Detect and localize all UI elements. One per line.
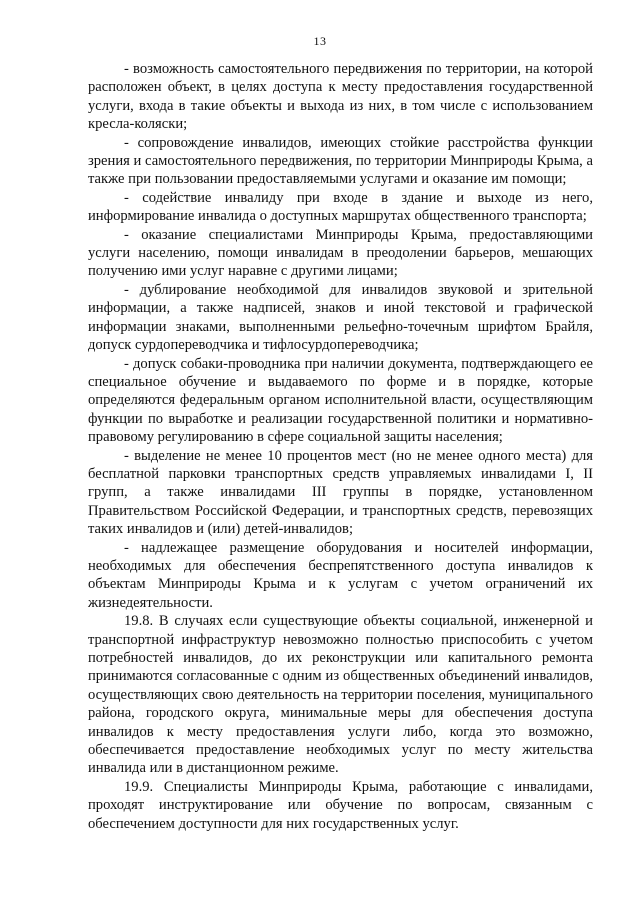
paragraph: - допуск собаки-проводника при наличии документа, подтверждающего ее специальное обучение и выдаваемого по форме и в порядке, которые определяются федеральным органом исполнительной власти, осуществляющим функции по выработке и реализации государственной политики и нормативно-правовому регулированию в сфере социальной защиты населения; (88, 355, 593, 446)
paragraph: - оказание специалистами Минприроды Крыма, предоставляющими услуги населению, помощи инвалидам в преодолении барьеров, мешающих получению ими услуг наравне с другими лицами; (88, 226, 593, 280)
paragraph: - содействие инвалиду при входе в здание и выходе из него, информирование инвалида о доступных маршрутах общественного транспорта; (88, 189, 593, 225)
page-number: 13 (313, 34, 327, 48)
document-body (88, 60, 593, 833)
paragraph: - выделение не менее 10 процентов мест (но не менее одного места) для бесплатной парковки транспортных средств управляемых инвалидами I, II групп, а также инвалидами III группы в порядке, установленном Правительством Российской Федерации, и транспортных средств, перевозящих таких инвалидов и (или) детей-инвалидов; (88, 447, 593, 538)
paragraph: - дублирование необходимой для инвалидов звуковой и зрительной информации, а также надписей, знаков и иной текстовой и графической информации знаками, выполненными рельефно-точечным шрифтом Брайля, допуск сурдопереводчика и тифлосурдопереводчика; (88, 281, 593, 354)
paragraph: 19.9. Специалисты Минприроды Крыма, работающие с инвалидами, проходят инструктирование или обучение по вопросам, связанным с обеспечением доступности для них государственных услуг. (88, 778, 593, 832)
paragraph: - сопровождение инвалидов, имеющих стойкие расстройства функции зрения и самостоятельного передвижения, по территории Минприроды Крыма, а также при пользовании предоставляемыми услугами и оказание им помощи; (88, 134, 593, 188)
paragraph: 19.8. В случаях если существующие объекты социальной, инженерной и транспортной инфраструктур невозможно полностью приспособить с учетом потребностей инвалидов, до их реконструкции или капитального ремонта принимаются согласованные с одним из общественных объединений инвалидов, осуществляющих свою деятельность на территории поселения, муниципального района, городского округа, минимальные меры для обеспечения доступа инвалидов к месту предоставления услуги либо, когда это возможно, обеспечивается предоставление необходимых услуг по месту жительства инвалида или в дистанционном режиме. (88, 613, 593, 777)
paragraph: - возможность самостоятельного передвижения по территории, на которой расположен объект, в целях доступа к месту предоставления государственной услуги, входа в такие объекты и выхода из них, в том числе с использованием кресла-коляски; (88, 61, 593, 133)
paragraph: - надлежащее размещение оборудования и носителей информации, необходимых для обеспечения беспрепятственного доступа инвалидов к объектам Минприроды Крыма и к услугам с учетом ограничений их жизнедеятельности. (88, 539, 593, 611)
